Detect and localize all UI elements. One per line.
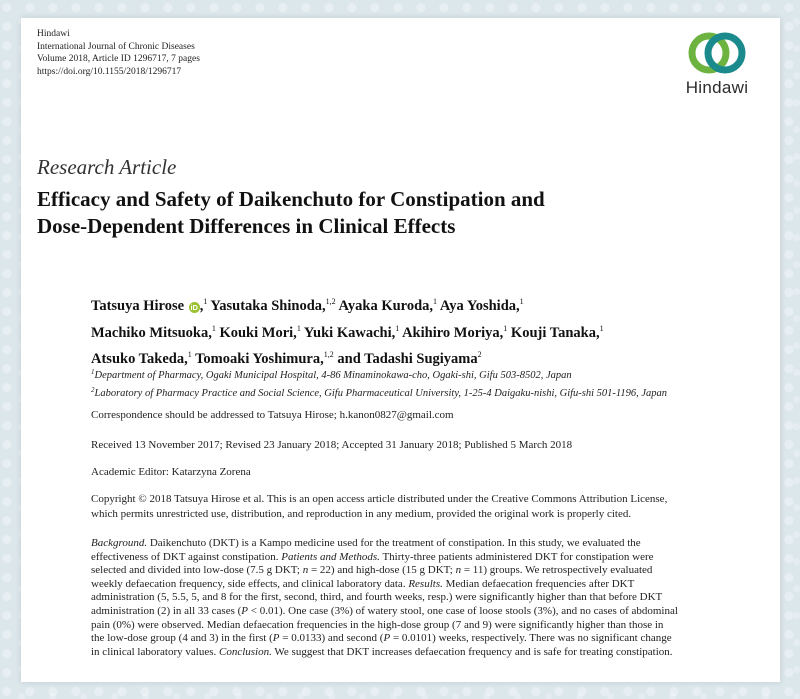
abstract-text: Thirty-three patients administered DKT for constipation were (379, 550, 654, 563)
abstract-line (91, 632, 753, 646)
author-affiliation-mark: 1,2 (325, 297, 336, 306)
author-affiliation-mark: 1 (519, 297, 524, 306)
affiliations (91, 365, 667, 401)
author-line-1: Tatsuya Hirose iD ,$^1$ Yasutaka Shinoda,$^{1,2}$ Ayaka Kuroda,$^1$ Aya Yoshida,$^1$ (91, 297, 524, 314)
abstract-var: P (272, 632, 280, 645)
author-name[interactable]: Machiko Mitsuoka, (91, 324, 212, 341)
abstract-text: < 0.01). One case (3%) of watery stool, one case of loose stools (3%), and no cases of abdominal (248, 604, 678, 617)
author-name[interactable]: Atsuko Takeda, (91, 351, 188, 367)
author-name[interactable]: and Tadashi Sugiyama (337, 351, 478, 367)
abstract-text: in clinical laboratory values. (91, 645, 219, 658)
affiliation-2 (91, 383, 667, 401)
abstract-line (91, 605, 753, 619)
abstract-var: n (455, 564, 462, 577)
copyright-notice (91, 492, 753, 521)
abstract-text: weekly defaecation frequency, side effects, and clinical laboratory data. (91, 577, 409, 590)
author-name[interactable]: Yuki Kawachi, (303, 324, 396, 341)
abstract-text: administration (2) in all 33 cases ( (91, 604, 242, 617)
abstract-text: selected and divided into low-dose (7.5 g DKT; (91, 564, 303, 577)
abstract-line (91, 564, 753, 578)
author-name[interactable]: Ayaka Kuroda, (338, 298, 434, 314)
author-name[interactable]: Tatsuya Hirose (91, 298, 185, 314)
author-affiliation-mark: 1 (395, 323, 400, 333)
publication-dates: Received 13 November 2017; Revised 23 January 2018; Accepted 31 January 2018; Published 5 March 2018 (91, 439, 573, 451)
author-name[interactable]: Aya Yoshida, (439, 298, 520, 314)
affiliation-1 (91, 365, 667, 383)
journal-name: International Journal of Chronic Diseases (37, 41, 195, 52)
author-name[interactable]: Yasutaka Shinoda, (210, 298, 326, 314)
abstract-text: = 11) groups. We retrospectively evaluated (461, 564, 653, 577)
affiliation-text: Department of Pharmacy, Ogaki Municipal Hospital, 4-86 Minaminokawa-cho, Ogaki-shi, Gifu 503-8502, Japan (94, 370, 572, 381)
author-affiliation-mark: 1 (296, 323, 301, 333)
author-name[interactable]: Tomoaki Yoshimura, (195, 351, 324, 367)
hindawi-rings-icon (671, 26, 763, 78)
author-name[interactable]: Kouki Mori, (219, 324, 297, 341)
academic-editor: Academic Editor: Katarzyna Zorena (91, 466, 251, 478)
abstract-text: = 0.0133) and second ( (279, 632, 384, 645)
abstract-heading-background: Background. (91, 537, 148, 549)
author-line-2 (91, 318, 604, 345)
title-line-2: Dose-Dependent Differences in Clinical Effects (37, 214, 456, 238)
article-type: Research Article (37, 155, 177, 179)
abstract-line (91, 551, 753, 565)
abstract-text: Median defaecation frequencies after DKT (442, 577, 635, 590)
doi-link[interactable]: https://doi.org/10.1155/2018/1296717 (37, 66, 182, 77)
copyright-line-1: Copyright © 2018 Tatsuya Hirose et al. This is an open access article distributed under the Creative Commons Attribution License, (91, 493, 668, 505)
hindawi-logo (671, 26, 763, 108)
abstract (91, 537, 753, 659)
author-affiliation-mark: 1 (503, 323, 508, 333)
abstract-text: = 0.0101) weeks, respectively. There was no significant change (390, 632, 672, 645)
author-affiliation-mark: 1 (187, 350, 192, 359)
affiliation-mark: 1 (91, 368, 95, 376)
author-name[interactable]: Akihiro Moriya, (402, 324, 504, 341)
orcid-icon[interactable]: iD (190, 303, 198, 312)
abstract-var: P (383, 632, 391, 645)
author-affiliation-mark: 1 (203, 297, 208, 306)
affiliation-text: Laboratory of Pharmacy Practice and Social Science, Gifu Pharmaceutical University, 1-25-4 Daigaku-nishi, Gifu-shi 501-1196, Japan (94, 388, 668, 399)
abstract-heading-conclusion: Conclusion. (218, 645, 272, 658)
affiliation-mark: 2 (91, 386, 95, 394)
copyright-line-2: which permits unrestricted use, distribution, and reproduction in any medium, provided the original work is properly cited. (91, 507, 632, 520)
correspondence: Correspondence should be addressed to Tatsuya Hirose; h.kanon0827@gmail.com (91, 409, 454, 421)
volume-info: Volume 2018, Article ID 1296717, 7 pages (37, 54, 200, 64)
abstract-line (91, 578, 753, 592)
author-affiliation-mark: 1 (211, 323, 216, 333)
logo-text: Hindawi (685, 78, 749, 97)
abstract-line (91, 537, 753, 551)
abstract-text: effectiveness of DKT against constipation. (91, 550, 282, 563)
abstract-text: = 22) and high-dose (15 g DKT; (308, 564, 456, 577)
abstract-var: n (302, 564, 309, 577)
journal-header (37, 28, 200, 78)
author-affiliation-mark: 1 (599, 323, 604, 333)
title-line-1: Efficacy and Safety of Daikenchuto for Constipation and (37, 187, 545, 211)
abstract-line: pain (0%) were observed. Median defaecation frequencies in the high-dose group (7 and 9) were significantly higher than those in (91, 618, 664, 631)
author-affiliation-mark: 1 (433, 297, 438, 306)
abstract-text: the low-dose group (4 and 3) in the first ( (91, 632, 273, 645)
article-page (21, 18, 780, 682)
author-name[interactable]: Kouji Tanaka, (510, 324, 600, 341)
abstract-line (91, 646, 753, 660)
abstract-heading-methods: Patients and Methods. (281, 550, 380, 563)
publisher-name: Hindawi (37, 29, 70, 39)
author-list (91, 291, 604, 371)
author-affiliation-mark: 2 (477, 350, 482, 359)
article-title (37, 186, 545, 240)
abstract-heading-results: Results. (408, 577, 443, 590)
abstract-var: P (241, 604, 249, 617)
author-affiliation-mark: 1,2 (323, 350, 334, 359)
abstract-text: We suggest that DKT increases defaecation frequency and is safe for treating constipation. (271, 645, 673, 658)
abstract-line: administration (5, 5.5, 5, and 8 for the first, second, third, and fourth weeks, resp.) were significantly higher than that before DKT (91, 591, 663, 604)
abstract-text: Daikenchuto (DKT) is a Kampo medicine used for the treatment of constipation. In this study, we evaluated the (147, 537, 641, 549)
